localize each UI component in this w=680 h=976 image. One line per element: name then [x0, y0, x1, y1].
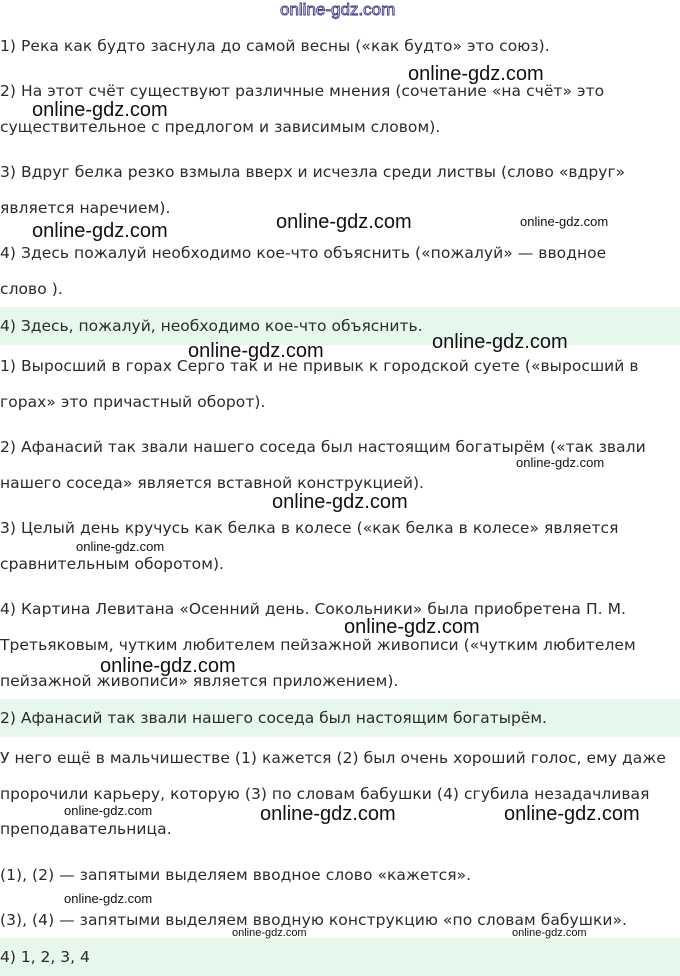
text-line: (3), (4) — запятыми выделяем вводную конструкцию «по словам бабушки».: [0, 911, 628, 929]
watermark: online-gdz.com: [520, 214, 609, 229]
watermark: online-gdz.com: [76, 539, 165, 554]
watermark: online-gdz.com: [512, 927, 587, 939]
watermark: online-gdz.com: [64, 891, 153, 906]
text-line: существительное с предлогом и зависимым словом).: [0, 118, 441, 136]
watermark: online-gdz.com: [516, 455, 605, 470]
text-line: сравнительным оборотом).: [0, 555, 225, 573]
text-line: 3) Целый день кручусь как белка в колесе («как белка в колесе» является: [0, 519, 619, 537]
text-line: является наречием).: [0, 199, 171, 217]
text-line: Третьяковым, чутким любителем пейзажной живописи («чутким любителем: [0, 636, 636, 654]
text-line: нашего соседа» является вставной конструкцией).: [0, 474, 425, 492]
watermark: online-gdz.com: [272, 491, 408, 513]
watermark: online-gdz.com: [432, 331, 568, 353]
text-line: 3) Вдруг белка резко взмыла вверх и исчезла среди листвы (слово «вдруг»: [0, 163, 626, 181]
watermark: online-gdz.com: [232, 927, 307, 939]
watermark: online-gdz.com: [64, 803, 153, 818]
text-line: 4) Картина Левитана «Осенний день. Сокольники» была приобретена П. М.: [0, 600, 627, 618]
watermark: online-gdz.com: [188, 340, 324, 362]
answer-text: 4) 1, 2, 3, 4: [0, 948, 90, 966]
text-line: 1) Выросший в горах Серго так и не привык к городской суете («выросший в: [0, 357, 639, 375]
answer-box: [0, 938, 680, 976]
watermark: online-gdz.com: [276, 211, 412, 233]
text-line: 2) На этот счёт существуют различные мнения (сочетание «на счёт» это: [0, 82, 605, 100]
watermark: online-gdz.com: [504, 803, 640, 825]
text-line: горах» это причастный оборот).: [0, 393, 266, 411]
watermark: online-gdz.com: [100, 655, 236, 677]
text-line: 4) Здесь пожалуй необходимо кое-что объяснить («пожалуй» — вводное: [0, 244, 607, 262]
text-line: преподавательница.: [0, 820, 172, 838]
watermark: online-gdz.com: [408, 63, 544, 85]
text-line: слово ).: [0, 280, 63, 298]
text-line: (1), (2) — запятыми выделяем вводное слово «кажется».: [0, 866, 472, 884]
text-line: пророчили карьеру, которую (3) по словам бабушки (4) сгубила незадачливая: [0, 785, 650, 803]
text-line: У него ещё в мальчишестве (1) кажется (2) был очень хороший голос, ему даже: [0, 749, 666, 767]
watermark: online-gdz.com: [32, 220, 168, 242]
watermark: online-gdz.com: [260, 803, 396, 825]
answer-text: 4) Здесь, пожалуй, необходимо кое-что объяснить.: [0, 317, 423, 335]
text-line: 1) Река как будто заснула до самой весны («как будто» это союз).: [0, 37, 550, 55]
answer-text: 2) Афанасий так звали нашего соседа был настоящим богатырём.: [0, 709, 547, 727]
text-line: пейзажной живописи» является приложением).: [0, 672, 399, 690]
watermark: online-gdz.com: [344, 616, 480, 638]
answer-box: [0, 699, 680, 737]
watermark: online-gdz.com: [32, 99, 168, 121]
text-line: 2) Афанасий так звали нашего соседа был настоящим богатырём («так звали: [0, 438, 646, 456]
answer-box: [0, 307, 680, 345]
watermark-top: online-gdz.com: [280, 0, 396, 19]
